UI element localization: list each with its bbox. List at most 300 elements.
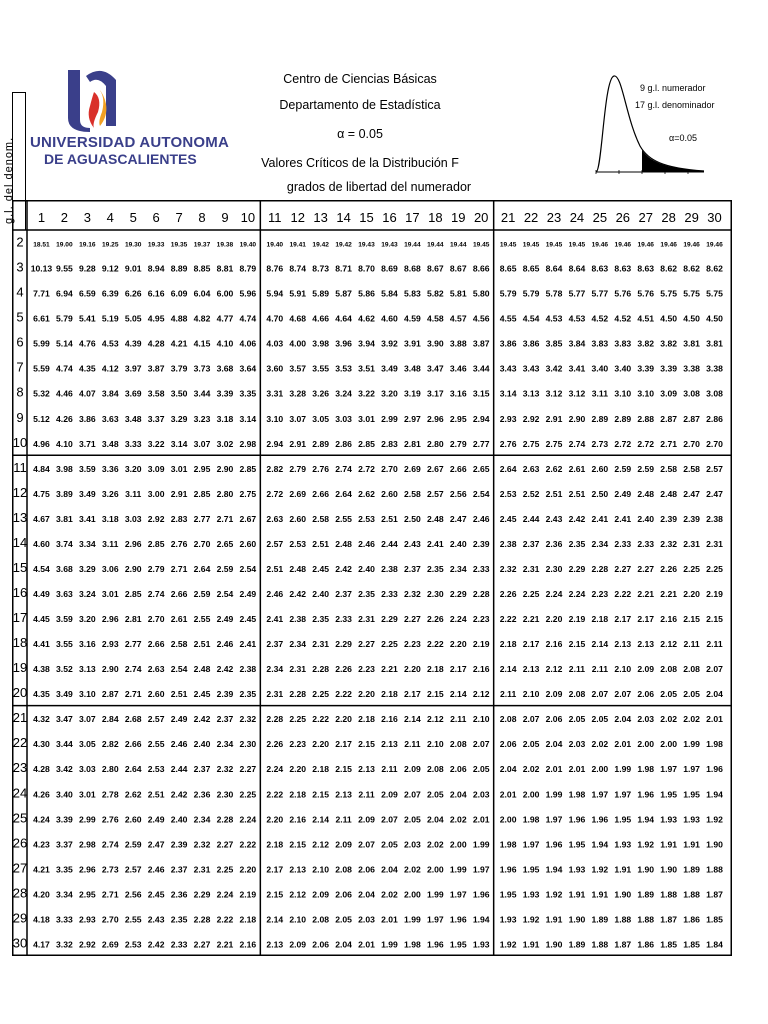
table-cell: 3.98	[56, 463, 73, 474]
table-cell: 1.89	[591, 914, 609, 925]
table-cell: 3.03	[335, 413, 352, 424]
table-cell: 2.77	[124, 639, 142, 650]
table-cell: 1.86	[683, 914, 700, 925]
table-cell: 5.79	[56, 313, 73, 324]
table-cell: 5.94	[266, 288, 284, 299]
table-cell: 2.11	[568, 664, 586, 675]
table-cell: 2.96	[101, 614, 119, 625]
table-cell: 2.74	[335, 463, 352, 474]
table-cell: 5.96	[239, 288, 257, 299]
table-cell: 2.52	[522, 488, 540, 499]
table-cell: 4.32	[33, 714, 50, 725]
table-cell: 2.17	[335, 739, 352, 750]
table-cell: 8.63	[591, 263, 609, 274]
f-critical-values-table	[12, 200, 732, 956]
table-cell: 2.67	[426, 463, 444, 474]
table-cell: 2.12	[472, 689, 490, 700]
column-header: 6	[152, 210, 160, 225]
table-cell: 2.32	[193, 839, 211, 850]
table-cell: 2.60	[147, 689, 165, 700]
table-cell: 3.48	[101, 438, 119, 449]
table-cell: 1.93	[472, 939, 490, 950]
table-cell: 3.13	[522, 388, 540, 399]
table-cell: 3.16	[78, 639, 96, 650]
table-cell: 3.18	[216, 413, 234, 424]
table-cell: 3.13	[78, 664, 96, 675]
table-cell: 3.47	[426, 363, 444, 374]
table-cell: 2.49	[216, 614, 234, 625]
table-cell: 2.00	[591, 764, 609, 775]
table-cell: 3.49	[78, 488, 96, 499]
column-header: 22	[523, 210, 539, 225]
table-cell: 2.45	[147, 889, 165, 900]
table-cell: 2.11	[500, 689, 517, 700]
denominator-axis-label: g.l. del denom.	[3, 136, 15, 224]
table-cell: 2.27	[239, 764, 257, 775]
table-cell: 2.42	[170, 789, 188, 800]
table-cell: 2.89	[614, 413, 632, 424]
table-cell: 2.70	[193, 538, 211, 549]
table-cell: 6.16	[147, 288, 165, 299]
table-cell: 3.94	[358, 338, 375, 349]
table-cell: 2.10	[426, 739, 444, 750]
table-cell: 3.20	[124, 463, 142, 474]
table-cell: 19.43	[381, 241, 398, 249]
table-cell: 2.54	[170, 664, 188, 675]
table-cell: 3.41	[568, 363, 586, 374]
table-cell: 6.09	[170, 288, 188, 299]
table-cell: 2.28	[216, 814, 234, 825]
university-name-line2: DE AGUASCALIENTES	[44, 151, 197, 167]
table-cell: 2.20	[358, 689, 375, 700]
table-cell: 3.74	[56, 538, 73, 549]
table-cell: 2.18	[289, 789, 307, 800]
column-header: 24	[569, 210, 585, 225]
table-cell: 5.91	[289, 288, 307, 299]
table-cell: 2.42	[193, 714, 211, 725]
table-cell: 3.20	[78, 614, 96, 625]
table-cell: 1.96	[426, 939, 444, 950]
table-cell: 2.85	[358, 438, 375, 449]
table-cell: 4.41	[33, 639, 50, 650]
table-cell: 2.33	[614, 538, 632, 549]
table-cell: 3.69	[124, 388, 142, 399]
table-cell: 2.42	[289, 589, 307, 599]
table-cell: 1.93	[522, 889, 540, 900]
table-cell: 3.52	[56, 664, 73, 675]
table-cell: 2.24	[449, 614, 467, 625]
table-cell: 2.64	[124, 764, 142, 775]
table-cell: 2.62	[124, 789, 142, 800]
table-cell: 2.25	[289, 714, 307, 725]
table-cell: 3.81	[56, 513, 73, 524]
table-cell: 2.86	[706, 413, 723, 424]
row-df-label: 7	[16, 359, 24, 375]
table-cell: 2.95	[449, 413, 467, 424]
table-cell: 4.56	[472, 313, 490, 324]
table-cell: 2.38	[381, 563, 398, 574]
table-cell: 2.42	[216, 664, 234, 675]
table-cell: 1.98	[568, 789, 586, 800]
table-cell: 3.96	[335, 338, 352, 349]
table-cell: 1.86	[637, 939, 655, 950]
table-cell: 2.20	[289, 764, 307, 775]
table-cell: 2.01	[381, 914, 398, 925]
table-cell: 2.80	[426, 438, 444, 449]
table-cell: 2.93	[78, 914, 96, 925]
table-cell: 1.91	[568, 889, 586, 900]
table-cell: 8.76	[266, 263, 284, 274]
column-header: 18	[428, 210, 443, 225]
table-cell: 2.54	[239, 563, 257, 574]
table-cell: 3.22	[147, 438, 165, 449]
table-cell: 3.07	[78, 714, 96, 725]
table-cell: 1.96	[472, 889, 490, 900]
table-cell: 1.96	[499, 864, 517, 875]
table-cell: 2.01	[545, 764, 563, 775]
table-cell: 2.58	[660, 463, 678, 474]
table-cell: 6.59	[78, 288, 96, 299]
table-cell: 2.74	[147, 589, 165, 599]
table-cell: 2.38	[289, 614, 307, 625]
table-cell: 2.71	[660, 438, 678, 449]
table-cell: 2.51	[568, 488, 586, 499]
table-cell: 19.43	[358, 241, 375, 249]
table-cell: 19.40	[266, 241, 284, 249]
table-cell: 3.31	[266, 388, 284, 399]
table-cell: 2.48	[289, 563, 307, 574]
table-cell: 8.73	[312, 263, 330, 274]
table-cell: 5.75	[683, 288, 700, 299]
table-cell: 2.25	[239, 789, 257, 800]
table-cell: 2.21	[660, 589, 678, 599]
table-cell: 2.18	[426, 664, 444, 675]
table-cell: 2.16	[381, 714, 398, 725]
table-cell: 3.47	[56, 714, 73, 725]
table-cell: 2.09	[335, 839, 352, 850]
table-cell: 2.26	[335, 664, 352, 675]
table-cell: 2.20	[335, 714, 352, 725]
table-cell: 2.09	[404, 764, 421, 775]
table-cell: 1.97	[545, 814, 563, 825]
table-cell: 2.53	[499, 488, 517, 499]
table-cell: 1.95	[614, 814, 632, 825]
table-cell: 8.71	[335, 263, 352, 274]
table-cell: 2.15	[706, 614, 723, 625]
table-cell: 2.13	[335, 789, 352, 800]
table-cell: 19.44	[450, 241, 467, 249]
table-cell: 2.78	[101, 789, 119, 800]
table-cell: 2.97	[404, 413, 421, 424]
table-cell: 2.12	[660, 639, 678, 650]
column-header: 9	[221, 210, 229, 225]
column-header: 17	[405, 210, 420, 225]
table-cell: 4.66	[312, 313, 330, 324]
table-cell: 2.90	[124, 563, 142, 574]
table-cell: 2.21	[381, 664, 398, 675]
table-cell: 2.04	[358, 889, 375, 900]
table-cell: 3.03	[78, 764, 96, 775]
table-cell: 8.68	[404, 263, 421, 274]
table-cell: 4.60	[381, 313, 398, 324]
table-cell: 3.59	[78, 463, 96, 474]
table-cell: 2.46	[147, 864, 165, 875]
table-cell: 2.00	[660, 739, 678, 750]
table-cell: 2.68	[124, 714, 142, 725]
table-cell: 2.57	[147, 714, 165, 725]
row-df-label: 28	[12, 885, 28, 901]
table-cell: 2.38	[706, 513, 723, 524]
table-cell: 2.03	[568, 739, 586, 750]
table-cell: 2.67	[239, 513, 257, 524]
table-cell: 2.26	[499, 589, 517, 599]
table-cell: 4.59	[404, 313, 421, 324]
table-cell: 2.85	[147, 538, 165, 549]
table-cell: 2.07	[591, 689, 609, 700]
table-cell: 2.46	[216, 639, 234, 650]
table-cell: 3.07	[193, 438, 211, 449]
table-cell: 2.44	[522, 513, 540, 524]
table-cell: 2.89	[591, 413, 609, 424]
table-cell: 8.66	[472, 263, 490, 274]
center-title: Centro de Ciencias Básicas	[283, 72, 437, 86]
table-cell: 2.20	[449, 639, 467, 650]
table-cell: 2.70	[147, 614, 165, 625]
table-cell: 8.64	[545, 263, 563, 274]
table-cell: 19.46	[706, 241, 723, 249]
table-cell: 3.55	[56, 639, 73, 650]
table-cell: 2.92	[522, 413, 540, 424]
alpha-label: α = 0.05	[337, 127, 383, 141]
table-cell: 2.85	[124, 589, 142, 599]
table-cell: 2.48	[426, 513, 444, 524]
table-cell: 2.40	[193, 739, 211, 750]
table-cell: 4.51	[637, 313, 655, 324]
table-cell: 2.14	[449, 689, 467, 700]
table-cell: 5.89	[312, 288, 330, 299]
table-cell: 19.16	[79, 241, 96, 249]
table-cell: 5.75	[706, 288, 723, 299]
table-cell: 2.57	[266, 538, 284, 549]
table-cell: 2.16	[472, 664, 490, 675]
table-cell: 4.26	[33, 789, 50, 800]
table-cell: 2.20	[404, 664, 421, 675]
table-cell: 4.21	[170, 338, 188, 349]
table-cell: 1.93	[614, 839, 632, 850]
table-cell: 2.58	[170, 639, 188, 650]
table-cell: 2.44	[170, 764, 188, 775]
table-cell: 5.87	[335, 288, 352, 299]
table-cell: 2.11	[335, 814, 352, 825]
table-cell: 2.21	[216, 939, 234, 950]
table-cell: 2.33	[637, 538, 655, 549]
table-cell: 2.30	[216, 789, 234, 800]
row-df-label: 3	[16, 259, 24, 275]
column-header: 2	[60, 210, 69, 225]
table-cell: 1.99	[614, 764, 632, 775]
table-cell: 2.05	[522, 739, 540, 750]
table-cell: 3.46	[449, 363, 467, 374]
table-cell: 2.92	[78, 939, 96, 950]
table-cell: 2.51	[147, 789, 165, 800]
table-cell: 8.63	[614, 263, 632, 274]
table-cell: 1.96	[568, 814, 586, 825]
table-cell: 2.51	[170, 689, 188, 700]
table-cell: 2.93	[499, 413, 517, 424]
table-cell: 1.97	[683, 764, 700, 775]
table-cell: 2.17	[404, 689, 421, 700]
table-cell: 2.46	[170, 739, 188, 750]
table-cell: 2.13	[614, 639, 632, 650]
table-cell: 2.20	[239, 864, 257, 875]
table-cell: 2.94	[472, 413, 490, 424]
table-cell: 3.40	[591, 363, 609, 374]
table-cell: 3.58	[147, 388, 165, 399]
table-cell: 2.22	[312, 714, 330, 725]
table-cell: 5.81	[449, 288, 467, 299]
table-cell: 3.83	[591, 338, 609, 349]
table-cell: 2.43	[404, 538, 421, 549]
table-cell: 3.87	[147, 363, 165, 374]
table-cell: 3.83	[614, 338, 632, 349]
table-cell: 1.97	[591, 789, 609, 800]
table-cell: 1.95	[683, 789, 700, 800]
table-cell: 2.04	[614, 714, 632, 725]
table-cell: 2.12	[426, 714, 444, 725]
table-cell: 19.40	[239, 241, 257, 249]
table-cell: 2.11	[358, 789, 375, 800]
table-cell: 2.46	[358, 538, 375, 549]
table-cell: 4.24	[33, 814, 50, 825]
table-cell: 2.51	[381, 513, 398, 524]
table-cell: 3.09	[660, 388, 678, 399]
table-cell: 2.55	[147, 739, 165, 750]
table-cell: 3.42	[545, 363, 563, 374]
table-cell: 19.25	[102, 241, 119, 249]
table-cell: 2.47	[683, 488, 700, 499]
table-cell: 2.02	[683, 714, 700, 725]
table-cell: 2.71	[101, 889, 119, 900]
table-cell: 3.44	[56, 739, 73, 750]
table-cell: 2.42	[568, 513, 586, 524]
table-cell: 2.71	[216, 513, 234, 524]
row-df-label: 19	[12, 660, 28, 676]
table-cell: 2.90	[216, 463, 234, 474]
table-cell: 2.00	[637, 739, 655, 750]
table-cell: 19.45	[545, 241, 563, 249]
table-cell: 2.94	[266, 438, 284, 449]
table-cell: 2.59	[124, 839, 142, 850]
table-cell: 2.20	[266, 814, 284, 825]
table-cell: 5.76	[637, 288, 655, 299]
table-cell: 3.71	[78, 438, 96, 449]
table-cell: 2.33	[472, 563, 490, 574]
table-cell: 2.31	[266, 689, 284, 700]
graph-alpha-label: α=0.05	[669, 133, 697, 143]
table-cell: 1.85	[683, 939, 700, 950]
table-cell: 5.79	[522, 288, 540, 299]
table-cell: 3.10	[614, 388, 632, 399]
table-cell: 19.46	[591, 241, 609, 249]
column-header: 29	[684, 210, 699, 225]
table-cell: 2.04	[499, 764, 517, 775]
table-cell: 4.28	[147, 338, 165, 349]
table-cell: 3.89	[56, 488, 73, 499]
table-cell: 2.84	[101, 714, 119, 725]
table-cell: 1.96	[545, 839, 563, 850]
table-cell: 3.10	[78, 689, 96, 700]
table-cell: 2.22	[614, 589, 632, 599]
table-cell: 2.09	[381, 789, 398, 800]
table-cell: 1.98	[706, 739, 723, 750]
table-cell: 2.53	[358, 513, 375, 524]
table-cell: 1.92	[706, 814, 723, 825]
column-header: 5	[129, 210, 137, 225]
table-cell: 3.57	[289, 363, 307, 374]
table-cell: 2.79	[289, 463, 307, 474]
table-cell: 2.14	[591, 639, 609, 650]
table-cell: 8.65	[499, 263, 517, 274]
table-cell: 2.82	[101, 739, 119, 750]
table-cell: 2.08	[660, 664, 678, 675]
table-cell: 2.83	[381, 438, 398, 449]
table-cell: 1.88	[706, 864, 723, 875]
table-cell: 5.59	[33, 363, 50, 374]
table-cell: 3.39	[216, 388, 234, 399]
table-cell: 4.21	[33, 864, 50, 875]
table-cell: 2.44	[381, 538, 398, 549]
table-cell: 2.75	[545, 438, 563, 449]
table-cell: 4.53	[568, 313, 586, 324]
table-cell: 2.31	[312, 639, 330, 650]
table-cell: 2.65	[216, 538, 234, 549]
table-cell: 3.38	[706, 363, 723, 374]
table-cell: 2.30	[239, 739, 257, 750]
table-cell: 1.97	[522, 839, 540, 850]
table-cell: 2.43	[147, 914, 165, 925]
table-cell: 4.88	[170, 313, 188, 324]
table-cell: 2.07	[706, 664, 723, 675]
table-cell: 2.41	[239, 639, 257, 650]
table-cell: 2.37	[170, 864, 188, 875]
table-cell: 3.60	[266, 363, 284, 374]
table-cell: 3.33	[124, 438, 142, 449]
table-cell: 2.06	[312, 939, 330, 950]
table-cell: 7.71	[33, 288, 50, 299]
table-cell: 2.07	[614, 689, 632, 700]
table-cell: 2.17	[266, 864, 284, 875]
table-cell: 2.01	[358, 939, 375, 950]
table-cell: 2.34	[193, 814, 211, 825]
table-cell: 4.52	[591, 313, 609, 324]
table-cell: 3.15	[472, 388, 490, 399]
table-cell: 2.15	[426, 689, 444, 700]
table-cell: 2.51	[266, 563, 284, 574]
table-cell: 2.95	[193, 463, 211, 474]
row-df-label: 10	[12, 434, 28, 450]
table-cell: 3.08	[683, 388, 700, 399]
table-cell: 2.93	[101, 639, 119, 650]
table-cell: 2.22	[499, 614, 517, 625]
table-cell: 2.02	[591, 739, 609, 750]
table-cell: 3.55	[312, 363, 330, 374]
table-cell: 2.39	[216, 689, 234, 700]
table-cell: 4.15	[193, 338, 211, 349]
table-cell: 4.67	[33, 513, 50, 524]
table-cell: 2.04	[381, 864, 398, 875]
table-cell: 2.09	[545, 689, 563, 700]
table-cell: 5.82	[426, 288, 444, 299]
